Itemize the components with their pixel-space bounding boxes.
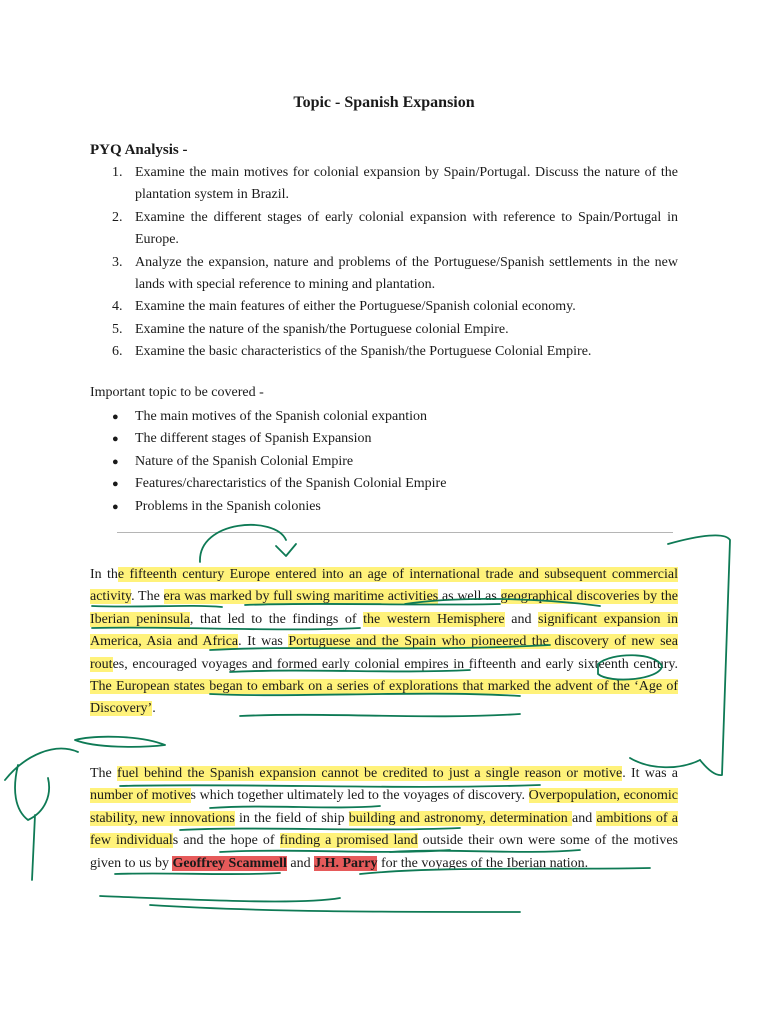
text-segment: In th	[90, 567, 118, 582]
arrow-curve-annotation	[200, 525, 286, 562]
author-name-highlight: Geoffrey Scammell	[172, 855, 287, 871]
topic-item	[90, 451, 678, 473]
text-segment: in the field of ship	[234, 810, 349, 826]
highlighted-text: fuel behind the Spanish expansion cannot be credited to just a single reason or motive	[117, 766, 623, 781]
text-segment: outside their own were some of the motives given to us by	[90, 833, 678, 871]
highlighted-text: significant expansion in America, Asia and Africa	[90, 611, 678, 650]
pyq-item-number: 5.	[112, 321, 123, 337]
bullet-icon: ●	[112, 455, 119, 468]
pyq-item-text: Examine the basic characteristics of the Spanish/the Portuguese Colonial Empire.	[135, 344, 592, 360]
highlighted-text: ambitions of a few individual	[90, 810, 678, 849]
pyq-item-number: 2.	[112, 209, 123, 225]
pyq-item	[90, 207, 678, 252]
pyq-item-number: 1.	[112, 165, 123, 180]
text-segment: and	[504, 611, 539, 627]
topic-item	[90, 473, 678, 495]
highlighted-text: finding a promised land	[279, 833, 418, 849]
topic-item	[90, 496, 678, 518]
loop-annotation	[75, 737, 165, 747]
pyq-item	[90, 252, 678, 297]
pyq-item	[90, 162, 678, 207]
text-segment: and	[286, 855, 315, 871]
pyq-item-number: 3.	[112, 254, 123, 270]
topic-item	[90, 428, 678, 450]
text-segment: , that led to the findings of	[189, 611, 364, 627]
highlighted-text: Overpopulation, economic stability, new innovations	[90, 788, 679, 826]
bullet-icon: ●	[112, 478, 119, 491]
text-segment: for the voyages of the Iberian nation.	[377, 855, 589, 871]
text-segment: The	[90, 766, 118, 781]
text-segment: s and the hope of	[172, 833, 280, 849]
pyq-item-text: Analyze the expansion, nature and problems of the Portuguese/Spanish settlements in the new lands with special reference to mining and plantation.	[135, 254, 678, 293]
pyq-item	[90, 296, 678, 318]
topics-heading: Important topic to be covered -	[90, 385, 264, 400]
highlighted-text: The European states began to embark on a series of explorations that marked the advent of the ‘Age of Discovery’	[90, 679, 678, 717]
highlighted-text: the western Hemisphere	[363, 611, 505, 627]
arrow-head-annotation	[276, 544, 296, 556]
pyq-item-text: Examine the main features of either the Portuguese/Spanish colonial economy.	[135, 299, 576, 315]
text-segment: . It was	[238, 634, 289, 650]
topic-item-text: Nature of the Spanish Colonial Empire	[135, 453, 354, 469]
pyq-item-text: Examine the main motives for colonial expansion by Spain/Portugal. Discuss the nature of the plantation system in Brazil.	[135, 165, 678, 203]
pyq-item	[90, 341, 678, 363]
text-segment: . The	[131, 589, 164, 605]
text-segment: as well as	[438, 589, 501, 605]
topic-item-text: Problems in the Spanish colonies	[135, 498, 321, 514]
text-segment: .	[152, 701, 156, 717]
author-name-highlight: J.H. Parry	[314, 855, 378, 871]
highlighted-text: building and astronomy, determination	[348, 810, 573, 826]
pyq-item-text: Examine the nature of the spanish/the Portuguese colonial Empire.	[135, 321, 509, 337]
highlighted-text: era was marked by full swing maritime activities	[163, 589, 439, 605]
text-segment: es, encouraged voyages and formed early colonial empires in fifteenth and early sixteenth century.	[112, 656, 678, 672]
text-segment: . It was a	[622, 766, 678, 781]
topic-item-text: The different stages of Spanish Expansion	[135, 431, 372, 447]
highlighted-text: geographical discoveries by the Iberian peninsula	[90, 589, 678, 627]
text-segment: s which together ultimately led to the voyages of discovery.	[190, 788, 529, 804]
page-title: Topic - Spanish Expansion	[293, 94, 475, 111]
highlighted-text: e fifteenth century Europe entered into an age of international trade and subsequent commercial activity	[90, 567, 678, 605]
bullet-icon: ●	[112, 500, 119, 513]
pyq-item-number: 6.	[112, 344, 123, 360]
pyq-heading: PYQ Analysis -	[90, 142, 188, 158]
topic-item-text: Features/charectaristics of the Spanish Colonial Empire	[135, 476, 447, 492]
pyq-item-text: Examine the different stages of early colonial expansion with reference to Spain/Portugal in Europe.	[135, 209, 678, 248]
highlighted-text: number of motive	[90, 788, 191, 804]
topic-item-text: The main motives of the Spanish colonial expantion	[135, 409, 427, 424]
pen-scribble-annotation	[5, 749, 78, 880]
underline-bottom-annotation	[150, 905, 520, 912]
underline-iberian-annotation	[100, 896, 340, 902]
paragraph-motives	[90, 763, 678, 875]
pyq-list	[90, 162, 678, 364]
highlighted-text: Portuguese and the Spain who pioneered the discovery of new sea rout	[90, 634, 678, 672]
text-segment: and	[572, 810, 597, 826]
topic-item	[90, 406, 678, 428]
bullet-icon: ●	[112, 433, 119, 446]
topics-list	[90, 406, 678, 518]
pyq-item-number: 4.	[112, 299, 123, 315]
section-divider	[117, 532, 673, 533]
bullet-icon: ●	[112, 411, 119, 423]
paragraph-intro	[90, 564, 678, 721]
pyq-item	[90, 319, 678, 341]
